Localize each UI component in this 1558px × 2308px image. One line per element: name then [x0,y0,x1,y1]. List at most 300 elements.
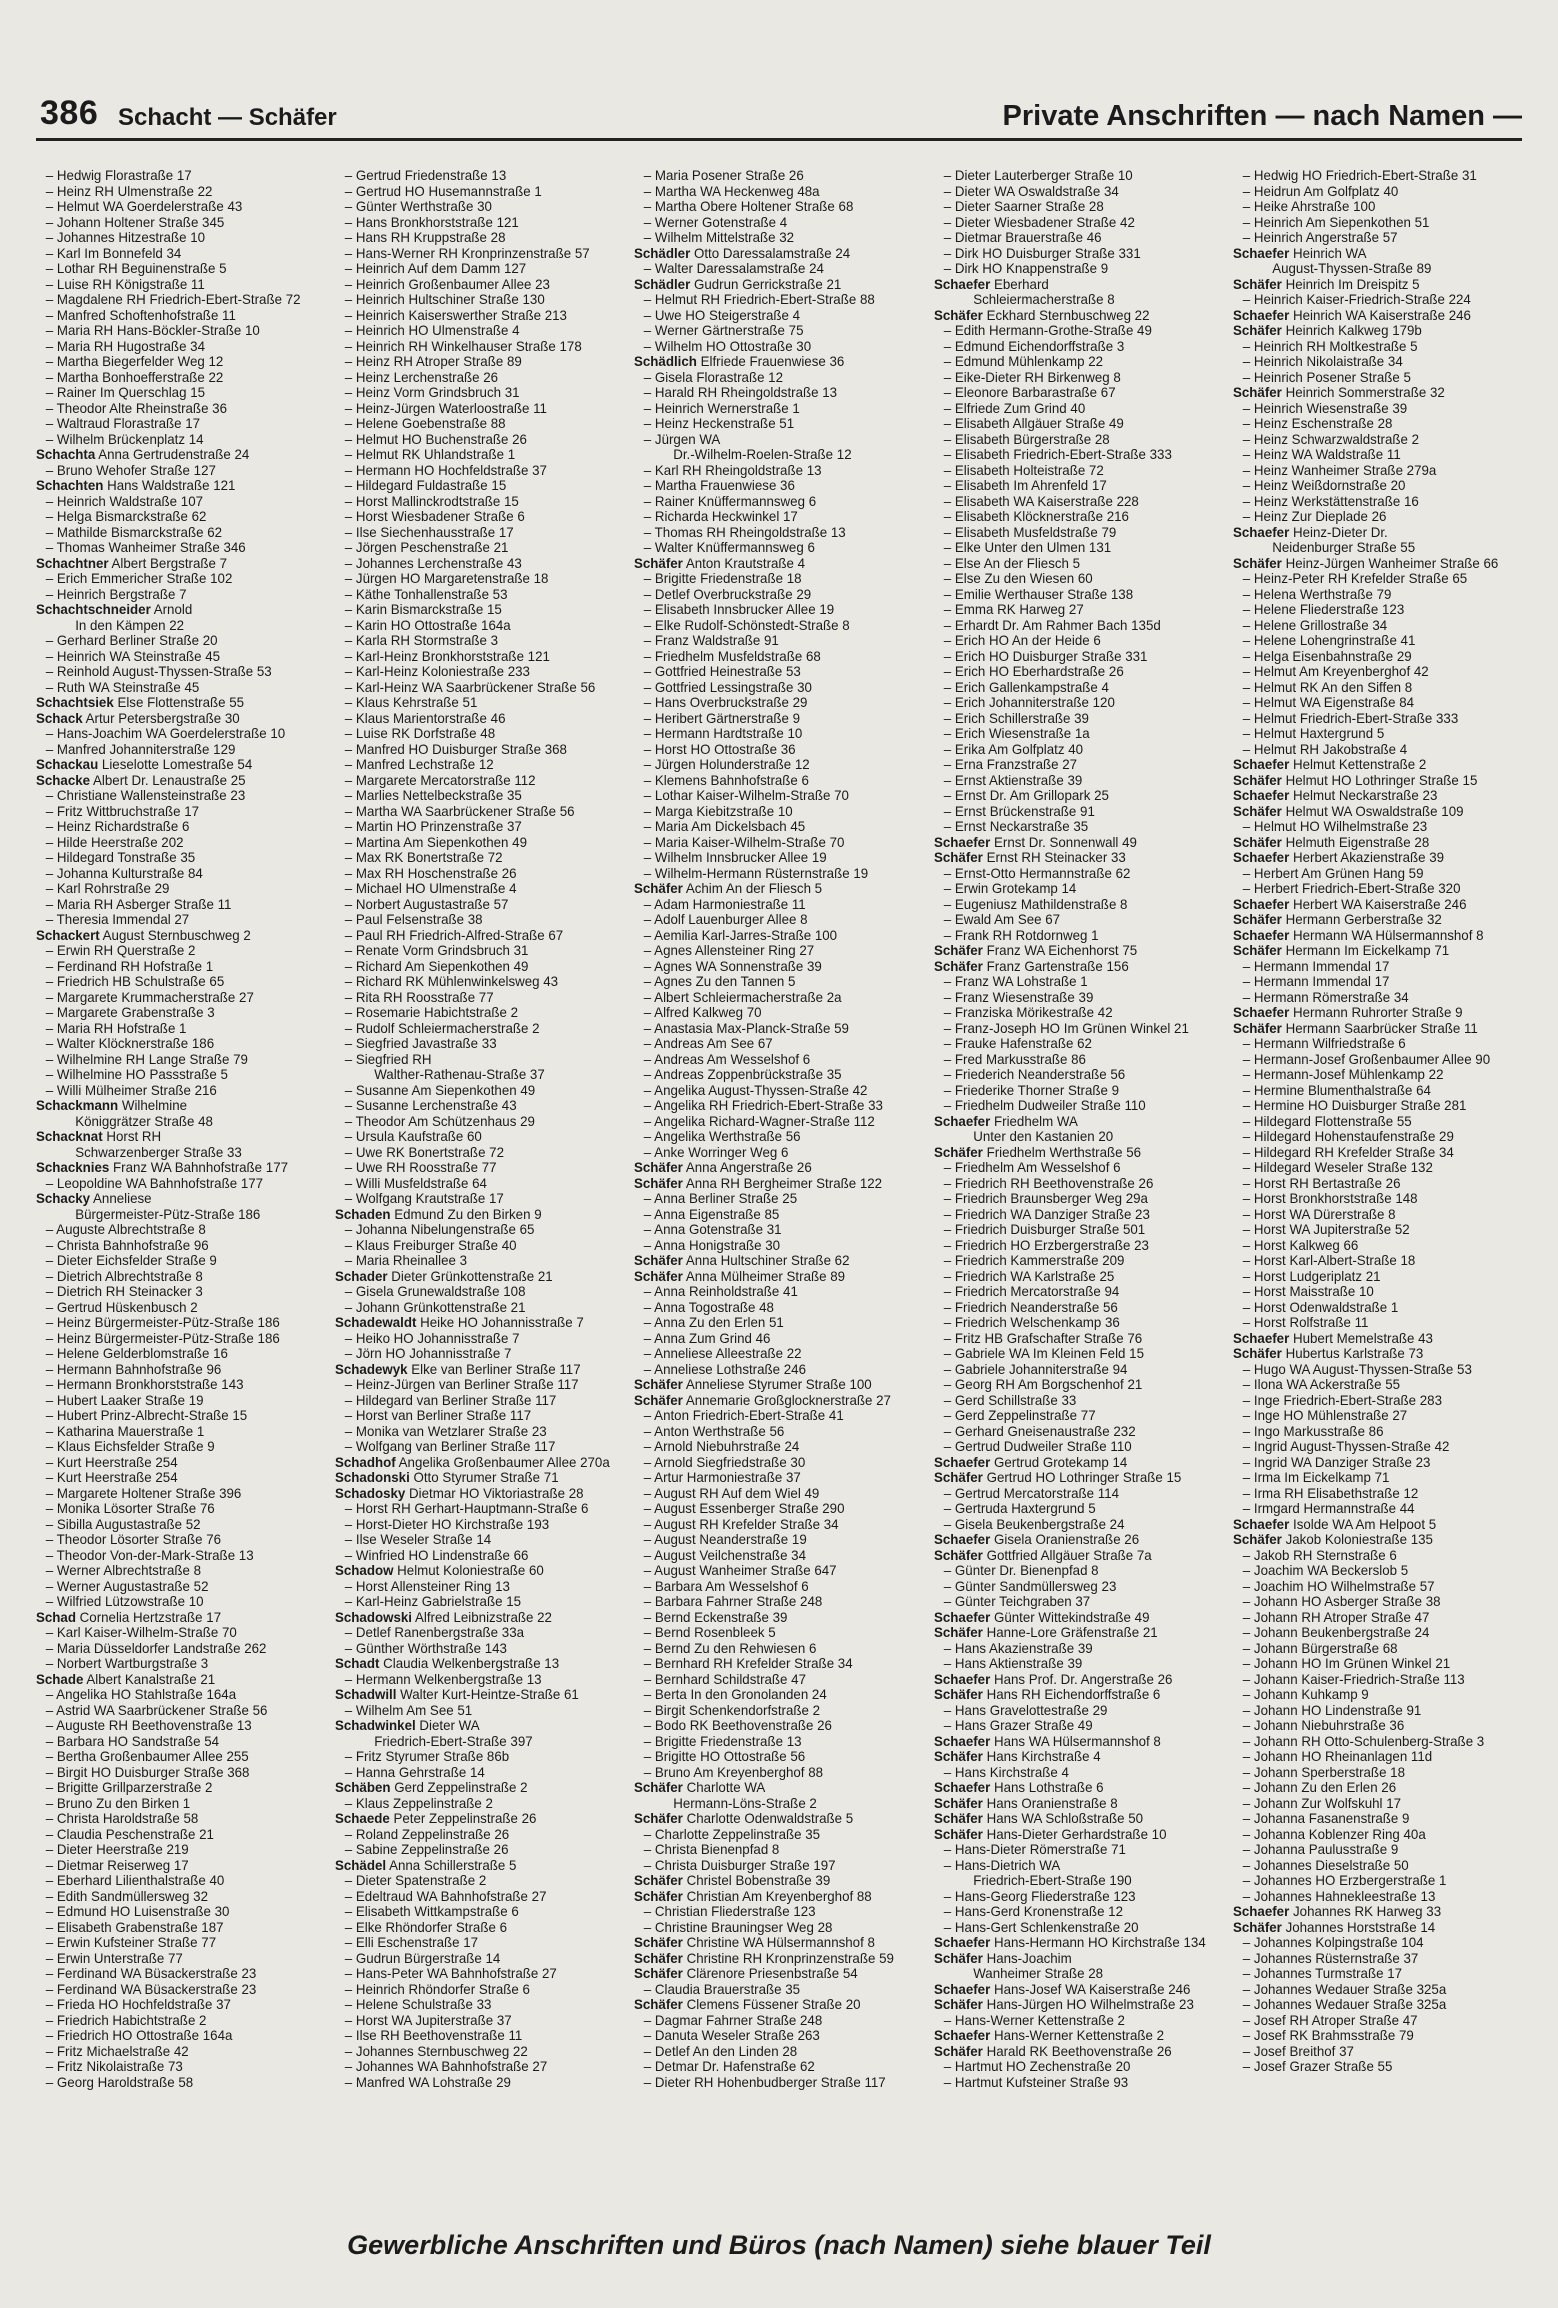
directory-entry: – Helga Eisenbahnstraße 29 [1233,649,1522,665]
entry-text: Hermann Im Eickelkamp 71 [1285,943,1450,958]
entry-text: Hermann Gerberstraße 32 [1285,912,1442,927]
directory-entry: – Gertrud Dudweiler Straße 110 [934,1439,1223,1455]
directory-entry: – Joachim HO Wilhelmstraße 57 [1233,1579,1522,1595]
entry-text: Heinrich WA [1292,245,1367,261]
directory-entry-continuation: Walther-Rathenau-Straße 37 [374,1067,545,1082]
directory-entry: – Karin Bismarckstraße 15 [335,602,624,618]
entry-text: Lieselotte Lomestraße 54 [101,757,253,772]
directory-entry: – Heinrich Wiesenstraße 39 [1233,401,1522,417]
directory-entry: – Ursula Kaufstraße 60 [335,1129,624,1145]
directory-entry: – Heidrun Am Golfplatz 40 [1233,184,1522,200]
directory-entry: – Arnold Niebuhrstraße 24 [634,1439,923,1455]
directory-entry: – Christiane Wallensteinstraße 23 [36,788,325,804]
directory-entry: – Heinrich WA Steinstraße 45 [36,649,325,665]
directory-entry: – Ingo Markusstraße 86 [1233,1424,1522,1440]
directory-entry: – Horst Allensteiner Ring 13 [335,1579,624,1595]
directory-entry-surname-head [1233,804,1522,820]
directory-entry: – Horst van Berliner Straße 117 [335,1408,624,1424]
directory-entry: – Karl-Heinz Gabrielstraße 15 [335,1594,624,1610]
directory-entry: – Anton Friedrich-Ebert-Straße 41 [634,1408,923,1424]
directory-entry: – Renate Vorm Grindsbruch 31 [335,943,624,959]
directory-entry: – Uwe RH Roosstraße 77 [335,1160,624,1176]
surname: Schäfer [933,307,983,323]
directory-entry: – Anna Reinholdstraße 41 [634,1284,923,1300]
directory-entry: – Siegfried RH [335,1052,624,1068]
surname: Schaden [335,1206,391,1222]
directory-entry: – Elisabeth Klöcknerstraße 216 [934,509,1223,525]
surname: Schadwinkel [335,1718,416,1733]
entry-text: Anneliese Styrumer Straße 100 [686,1377,873,1392]
directory-entry: – Reinhold August-Thyssen-Straße 53 [36,664,325,680]
directory-entry: – Gabriele WA Im Kleinen Feld 15 [934,1346,1223,1362]
directory-entry: – Dieter WA Oswaldstraße 34 [934,184,1223,200]
directory-entry: – Martha Obere Holtener Straße 68 [634,199,923,215]
directory-entry: – Helene Grillostraße 34 [1233,618,1522,634]
directory-entry: – Elke Rhöndorfer Straße 6 [335,1920,624,1936]
directory-entry: – Willi Mülheimer Straße 216 [36,1083,325,1099]
surname: Schäfer [933,1997,983,2012]
entry-text: Otto Daressalamstraße 24 [694,245,851,261]
entry-text: Ernst Dr. Sonnenwall 49 [993,834,1137,850]
directory-entry: – Hans Grazer Straße 49 [934,1718,1223,1734]
directory-entry: – Walter Daressalamstraße 24 [634,261,923,277]
surname: Schackmann [36,1098,119,1113]
directory-entry: – Manfred WA Lohstraße 29 [335,2075,624,2091]
directory-entry: – Gertrud HO Husemannstraße 1 [335,184,624,200]
directory-entry: – Rita RH Roosstraße 77 [335,990,624,1006]
directory-entry: – Johann Beukenbergstraße 24 [1233,1625,1522,1641]
directory-entry-surname-head [335,1610,624,1626]
directory-entry: – Heike Ahrstraße 100 [1233,199,1522,215]
directory-entry-surname-head [36,757,325,773]
directory-entry: – Dirk HO Knappenstraße 9 [934,261,1223,277]
directory-entry: – Ferdinand WA Büsackerstraße 23 [36,1982,325,1998]
directory-entry-surname-head [634,556,923,572]
directory-entry: – Else Zu den Wiesen 60 [934,571,1223,587]
surname: Schacke [36,772,91,788]
directory-entry: – Berta In den Gronolanden 24 [634,1687,923,1703]
entry-text: Hans Waldstraße 121 [107,478,236,493]
directory-entry: – Bruno Zu den Birken 1 [36,1796,325,1812]
directory-entry-surname-head [934,1672,1223,1688]
directory-entry: – Johannes Rüsternstraße 37 [1233,1951,1522,1967]
directory-entry: – Arnold Siegfriedstraße 30 [634,1455,923,1471]
directory-entry: – Elisabeth Innsbrucker Allee 19 [634,602,923,618]
directory-entry: – Detmar Dr. Hafenstraße 62 [634,2059,923,2075]
directory-entry: – Norbert Augustastraße 57 [335,897,624,913]
directory-entry-continuation: Bürgermeister-Pütz-Straße 186 [75,1206,261,1222]
directory-entry: – Heinz Heckenstraße 51 [634,416,923,432]
directory-columns [36,168,1528,2148]
surname: Schäfer [634,1950,684,1966]
directory-entry: – Ingrid August-Thyssen-Straße 42 [1233,1439,1522,1455]
directory-entry: – Frank RH Rotdornweg 1 [934,928,1223,944]
entry-text: Annemarie Großglocknerstraße 27 [686,1392,892,1408]
surname: Schaefer [933,1981,990,1997]
directory-entry: – Maria RH Hofstraße 1 [36,1021,325,1037]
entry-text: Herbert Akazienstraße 39 [1292,850,1444,865]
directory-entry: – Elke Rudolf-Schönstedt-Straße 8 [634,618,923,634]
directory-entry: – Horst Kalkweg 66 [1233,1238,1522,1254]
entry-text: Albert Bergstraße 7 [111,555,228,571]
entry-text: Gisela Oranienstraße 26 [993,1532,1139,1547]
surname: Schäfer [1232,323,1282,338]
directory-entry-surname-head [934,1687,1223,1703]
footer-note: Gewerbliche Anschriften und Büros (nach Namen) siehe blauer Teil [347,2230,1211,2260]
directory-entry-surname-head [934,1827,1223,1843]
directory-entry: – Bodo RK Beethovenstraße 26 [634,1718,923,1734]
directory-entry-continuation: Wanheimer Straße 28 [972,1966,1103,1981]
directory-entry-surname-head [934,850,1223,866]
directory-entry: – Fritz Wittbruchstraße 17 [36,804,325,820]
directory-entry: – Hermann-Josef Großenbaumer Allee 90 [1233,1052,1522,1068]
directory-entry-surname-head [634,1873,923,1889]
directory-entry: – Bertha Großenbaumer Allee 255 [36,1749,325,1765]
entry-text: Elfriede Frauenwiese 36 [701,354,845,369]
directory-entry: – Heinz Bürgermeister-Pütz-Straße 186 [36,1315,325,1331]
directory-entry-surname-head [1233,1005,1522,1021]
directory-entry: – Hans-Dieter Römerstraße 71 [934,1842,1223,1858]
directory-entry-surname-head [1233,1331,1522,1347]
directory-entry: – Siegfried Javastraße 33 [335,1036,624,1052]
directory-entry: – Ingrid WA Danziger Straße 23 [1233,1455,1522,1471]
directory-entry: – Brigitte Friedenstraße 18 [634,571,923,587]
surname: Schäfer [634,1888,684,1904]
entry-text: Achim An der Fliesch 5 [686,881,823,896]
directory-entry: – Gisela Florastraße 12 [634,370,923,386]
directory-entry: – Wilhelm Am See 51 [335,1703,624,1719]
directory-entry: – August RH Krefelder Straße 34 [634,1517,923,1533]
directory-entry: – Heinz Weißdornstraße 20 [1233,478,1522,494]
directory-entry-surname-head [634,1935,923,1951]
directory-entry: – Christa Duisburger Straße 197 [634,1858,923,1874]
entry-text: Heike HO Johannisstraße 7 [420,1315,585,1330]
directory-entry-surname-head [934,2044,1223,2060]
directory-entry: – Jürgen Holunderstraße 12 [634,757,923,773]
directory-entry: – Johanna Paulusstraße 9 [1233,1842,1522,1858]
directory-entry: – Kurt Heerstraße 254 [36,1470,325,1486]
directory-entry: – Eberhard Lilienthalstraße 40 [36,1873,325,1889]
directory-entry: – Manfred Johanniterstraße 129 [36,742,325,758]
directory-entry: – Johanna Kulturstraße 84 [36,866,325,882]
directory-entry: – Heinz Bürgermeister-Pütz-Straße 186 [36,1331,325,1347]
directory-entry: – Gertrud Friedenstraße 13 [335,168,624,184]
directory-entry: – Hildegard Hohenstaufenstraße 29 [1233,1129,1522,1145]
directory-entry: – Brigitte Friedenstraße 13 [634,1734,923,1750]
directory-entry: – Friedrich Braunsberger Weg 29a [934,1191,1223,1207]
directory-entry-surname-head [1233,788,1522,804]
directory-entry: – Heinz Lerchenstraße 26 [335,370,624,386]
entry-text: Ernst RH Steinacker 33 [986,850,1126,865]
directory-entry: – Adam Harmoniestraße 11 [634,897,923,913]
entry-text: Hans Kirchstraße 4 [986,1749,1101,1764]
directory-entry: – August Essenberger Straße 290 [634,1501,923,1517]
directory-entry: – Werner Albrechtstraße 8 [36,1563,325,1579]
directory-entry: – Angelika Richard-Wagner-Straße 112 [634,1114,923,1130]
directory-entry: – Karla RH Stormstraße 3 [335,633,624,649]
directory-entry-surname-head [934,1935,1223,1951]
directory-entry: – Horst Karl-Albert-Straße 18 [1233,1253,1522,1269]
directory-entry: – Werner Augustastraße 52 [36,1579,325,1595]
directory-entry: – Detlef An den Linden 28 [634,2044,923,2060]
directory-entry: – Gottfried Heinestraße 53 [634,664,923,680]
entry-text: Helmut Neckarstraße 23 [1292,788,1438,803]
directory-entry: – Elisabeth Im Ahrenfeld 17 [934,478,1223,494]
directory-entry: – Eugeniusz Mathildenstraße 8 [934,897,1223,913]
directory-entry: – Monika Lösorter Straße 76 [36,1501,325,1517]
surname: Schack [36,710,83,726]
entry-text: Anna Mülheimer Straße 89 [686,1268,846,1284]
entry-text: Anna RH Bergheimer Straße 122 [686,1175,883,1191]
entry-text: Gottfried Allgäuer Straße 7a [986,1547,1152,1563]
directory-entry: – Brigitte HO Ottostraße 56 [634,1749,923,1765]
directory-entry: – Dirk HO Duisburger Straße 331 [934,246,1223,262]
surname: Schäfer [634,1268,684,1284]
directory-entry: – Heinrich Bergstraße 7 [36,587,325,603]
directory-entry: – Hartmut Kufsteiner Straße 93 [934,2075,1223,2091]
surname: Schadonski [335,1470,410,1485]
directory-entry: – Bruno Am Kreyenberghof 88 [634,1765,923,1781]
surname: Schaefer [1232,896,1290,912]
directory-entry-surname-head [335,1811,624,1827]
directory-entry: – Edith Hermann-Grothe-Straße 49 [934,323,1223,339]
directory-entry-surname-head [634,1269,923,1285]
directory-entry: – Theodor Am Schützenhaus 29 [335,1114,624,1130]
directory-entry-surname-head [36,711,325,727]
directory-entry: – Martha WA Heckenweg 48a [634,184,923,200]
entry-text: Heinrich Sommerstraße 32 [1285,385,1445,400]
surname: Schäfer [933,1749,983,1764]
directory-entry-surname-head [934,1610,1223,1626]
directory-entry: – Horst Maisstraße 10 [1233,1284,1522,1300]
page-number: 386 [40,94,99,132]
entry-text: Anton Krautstraße 4 [686,555,806,571]
entry-text: Friedhelm Werthstraße 56 [986,1144,1141,1160]
directory-entry: – Johannes Wedauer Straße 325a [1233,1982,1522,1998]
directory-entry-surname-head [1233,323,1522,339]
directory-entry: – Dieter Wiesbadener Straße 42 [934,215,1223,231]
directory-entry: – Hans-Dietrich WA [934,1858,1223,1874]
directory-entry: – Helmut RK Uhlandstraße 1 [335,447,624,463]
directory-entry: – Hermann Hardtstraße 10 [634,726,923,742]
directory-entry: – Astrid WA Saarbrückener Straße 56 [36,1703,325,1719]
directory-entry: – Anastasia Max-Planck-Straße 59 [634,1021,923,1037]
directory-entry: – Hans-Peter WA Bahnhofstraße 27 [335,1966,624,1982]
entry-text: Dieter WA [419,1718,480,1733]
directory-entry: – Heinz Werkstättenstraße 16 [1233,494,1522,510]
directory-entry: – Christa Bienenpfad 8 [634,1842,923,1858]
directory-entry: – Heinrich Wernerstraße 1 [634,401,923,417]
directory-entry: – Paul RH Friedrich-Alfred-Straße 67 [335,928,624,944]
surname: Schäfer [634,1175,684,1191]
directory-column-3 [634,168,923,2148]
directory-entry: – Josef RK Brahmsstraße 79 [1233,2028,1522,2044]
directory-entry: – Brigitte Grillparzerstraße 2 [36,1780,325,1796]
directory-entry: – Horst WA Dürerstraße 8 [1233,1207,1522,1223]
directory-entry: – Josef Breithof 37 [1233,2044,1522,2060]
directory-entry: – Heinrich Posener Straße 5 [1233,370,1522,386]
directory-entry: – Friedrich Welschenkamp 36 [934,1315,1223,1331]
directory-entry: – Hermann-Josef Mühlenkamp 22 [1233,1067,1522,1083]
entry-text: Hermann Ruhrorter Straße 9 [1292,1005,1463,1020]
directory-entry: – Heinz Schwarzwaldstraße 2 [1233,432,1522,448]
directory-entry: – Heinz Vorm Grindsbruch 31 [335,385,624,401]
directory-entry: – Aemilia Karl-Jarres-Straße 100 [634,928,923,944]
directory-entry: – Johann Niebuhrstraße 36 [1233,1718,1522,1734]
directory-entry: – Franz WA Lohstraße 1 [934,974,1223,990]
directory-entry: – Andreas Am See 67 [634,1036,923,1052]
directory-entry: – Josef Grazer Straße 55 [1233,2059,1522,2075]
directory-entry: – Emilie Werthauser Straße 138 [934,587,1223,603]
directory-entry: – Agnes Zu den Tannen 5 [634,974,923,990]
directory-entry-surname-head [934,1145,1223,1161]
entry-text: Heinz-Dieter Dr. [1292,524,1388,540]
directory-entry: – Joachim WA Beckerslob 5 [1233,1563,1522,1579]
directory-entry: – Karl RH Rheingoldstraße 13 [634,463,923,479]
directory-entry: – Hermann Bahnhofstraße 96 [36,1362,325,1378]
directory-entry-surname-head [934,277,1223,293]
directory-entry: – Heinz Wanheimer Straße 279a [1233,463,1522,479]
directory-entry: – Heinrich Großenbaumer Allee 23 [335,277,624,293]
directory-entry: – Johann HO Rheinanlagen 11d [1233,1749,1522,1765]
directory-entry: – Hans Bronkhorststraße 121 [335,215,624,231]
surname: Schäfer [933,1795,983,1811]
directory-entry-surname-head [36,478,325,494]
directory-entry-surname-head [634,881,923,897]
surname: Schäfer [1232,1919,1282,1935]
directory-entry: – Bernhard Schildstraße 47 [634,1672,923,1688]
surname: Schackert [36,927,100,943]
directory-entry-surname-head [335,1656,624,1672]
directory-entry: – Wilfried Lützowstraße 10 [36,1594,325,1610]
directory-entry: – Thomas Wanheimer Straße 346 [36,540,325,556]
directory-entry: – Else An der Fliesch 5 [934,556,1223,572]
directory-entry: – Dieter Eichsfelder Straße 9 [36,1253,325,1269]
surname: Schaefer [1232,788,1290,803]
directory-entry: – Paul Felsenstraße 38 [335,912,624,928]
directory-entry: – Hans RH Kruppstraße 28 [335,230,624,246]
directory-entry: – Friedrich HO Erzbergerstraße 23 [934,1238,1223,1254]
directory-entry: – Manfred Lechstraße 12 [335,757,624,773]
directory-entry-surname-head [1233,1920,1522,1936]
entry-text: Isolde WA Am Helpoot 5 [1292,1516,1436,1532]
directory-entry: – Horst-Dieter HO Kirchstraße 193 [335,1517,624,1533]
directory-entry: – Hans-Werner Kettenstraße 2 [934,2013,1223,2029]
directory-entry: – Jakob RH Sternstraße 6 [1233,1548,1522,1564]
directory-entry: – Maria RH Hans-Böckler-Straße 10 [36,323,325,339]
directory-entry-surname-head [1233,835,1522,851]
directory-entry: – Johannes Kolpingstraße 104 [1233,1935,1522,1951]
surname: Schaefer [933,1671,990,1687]
directory-entry: – Rainer Knüffermannsweg 6 [634,494,923,510]
surname: Schäfer [933,1687,983,1702]
surname: Schackau [36,757,99,772]
surname: Schadhof [335,1454,396,1470]
directory-entry: – Roland Zeppelinstraße 26 [335,1827,624,1843]
page-header [36,92,1522,141]
surname: Schaefer [933,1935,990,1950]
directory-entry: – Irma Im Eickelkamp 71 [1233,1470,1522,1486]
surname: Schäfer [1232,803,1282,819]
entry-text: Edmund Zu den Birken 9 [394,1206,542,1222]
surname: Schädler [634,276,691,292]
directory-entry-surname-head [934,943,1223,959]
directory-entry: – Angelika Werthstraße 56 [634,1129,923,1145]
directory-entry: – Karl-Heinz Koloniestraße 233 [335,664,624,680]
directory-entry: – Klemens Bahnhofstraße 6 [634,773,923,789]
entry-text: Friedhelm WA [993,1113,1078,1129]
entry-text: Alfred Leibnizstraße 22 [415,1609,553,1625]
directory-entry: – Erna Franzstraße 27 [934,757,1223,773]
directory-entry: – Walter Knüffermannsweg 6 [634,540,923,556]
surname: Schäfer [933,1470,983,1485]
directory-entry-surname-head [934,1749,1223,1765]
directory-entry-surname-head [1233,928,1522,944]
surname: Schädler [634,245,691,261]
directory-entry: – Gisela Beukenbergstraße 24 [934,1517,1223,1533]
directory-entry: – Dietmar Reiserweg 17 [36,1858,325,1874]
directory-entry: – Helena Werthstraße 79 [1233,587,1522,603]
directory-entry: – Irmgard Hermannstraße 44 [1233,1501,1522,1517]
surname: Schachten [36,478,104,493]
directory-entry: – Elisabeth Bürgerstraße 28 [934,432,1223,448]
directory-entry-surname-head [934,308,1223,324]
directory-entry: – Detlef Overbruckstraße 29 [634,587,923,603]
directory-entry: – Ferdinand WA Büsackerstraße 23 [36,1966,325,1982]
directory-entry: – Gertrud Hüskenbusch 2 [36,1300,325,1316]
directory-entry: – Wilhelmine RH Lange Straße 79 [36,1052,325,1068]
directory-entry: – Elisabeth Musfeldstraße 79 [934,525,1223,541]
directory-entry: – Anneliese Lothstraße 246 [634,1362,923,1378]
surname: Schaefer [933,1454,990,1470]
directory-entry: – Horst RH Gerhart-Hauptmann-Straße 6 [335,1501,624,1517]
directory-entry-surname-head [36,928,325,944]
directory-entry: – Heinz Richardstraße 6 [36,819,325,835]
directory-entry: – Johannes Hitzestraße 10 [36,230,325,246]
surname: Schaefer [1232,757,1290,772]
directory-entry-surname-head [634,1889,923,1905]
directory-entry: – August Wanheimer Straße 647 [634,1563,923,1579]
directory-entry: – Hildegard Weseler Straße 132 [1233,1160,1522,1176]
directory-entry: – Maria Kaiser-Wilhelm-Straße 70 [634,835,923,851]
directory-entry: – Helmut RH Friedrich-Ebert-Straße 88 [634,292,923,308]
directory-entry: – Heinrich Kaiserswerther Straße 213 [335,308,624,324]
entry-text: Franz WA Eichenhorst 75 [986,943,1137,958]
directory-entry: – Anna Zum Grind 46 [634,1331,923,1347]
directory-entry-continuation: Unter den Kastanien 20 [972,1129,1113,1144]
entry-text: Christel Bobenstraße 39 [686,1873,831,1888]
surname: Schäfer [933,1950,983,1966]
directory-entry-surname-head [1233,385,1522,401]
directory-entry-surname-head [934,835,1223,851]
directory-entry: – Horst Wiesbadener Straße 6 [335,509,624,525]
directory-entry: – Heinz-Jürgen Waterloostraße 11 [335,401,624,417]
directory-entry: – Heinz Eschenstraße 28 [1233,416,1522,432]
surname: Schäfer [634,1997,684,2012]
directory-entry: – Martha Bonhoefferstraße 22 [36,370,325,386]
directory-entry: – Gabriele Johanniterstraße 94 [934,1362,1223,1378]
surname: Schäfer [933,943,983,958]
entry-text: Anna Hultschiner Straße 62 [686,1253,850,1268]
directory-entry: – Inge HO Mühlenstraße 27 [1233,1408,1522,1424]
directory-entry: – Martina Am Siepenkothen 49 [335,835,624,851]
directory-entry: – Elisabeth Friedrich-Ebert-Straße 333 [934,447,1223,463]
directory-entry: – Agnes WA Sonnenstraße 39 [634,959,923,975]
directory-entry: – Helmut WA Eigenstraße 84 [1233,695,1522,711]
entry-text: Hermann WA Hülsermannshof 8 [1292,927,1484,943]
directory-entry: – Hildegard Flottenstraße 55 [1233,1114,1522,1130]
surname: Schachtner [36,555,109,571]
